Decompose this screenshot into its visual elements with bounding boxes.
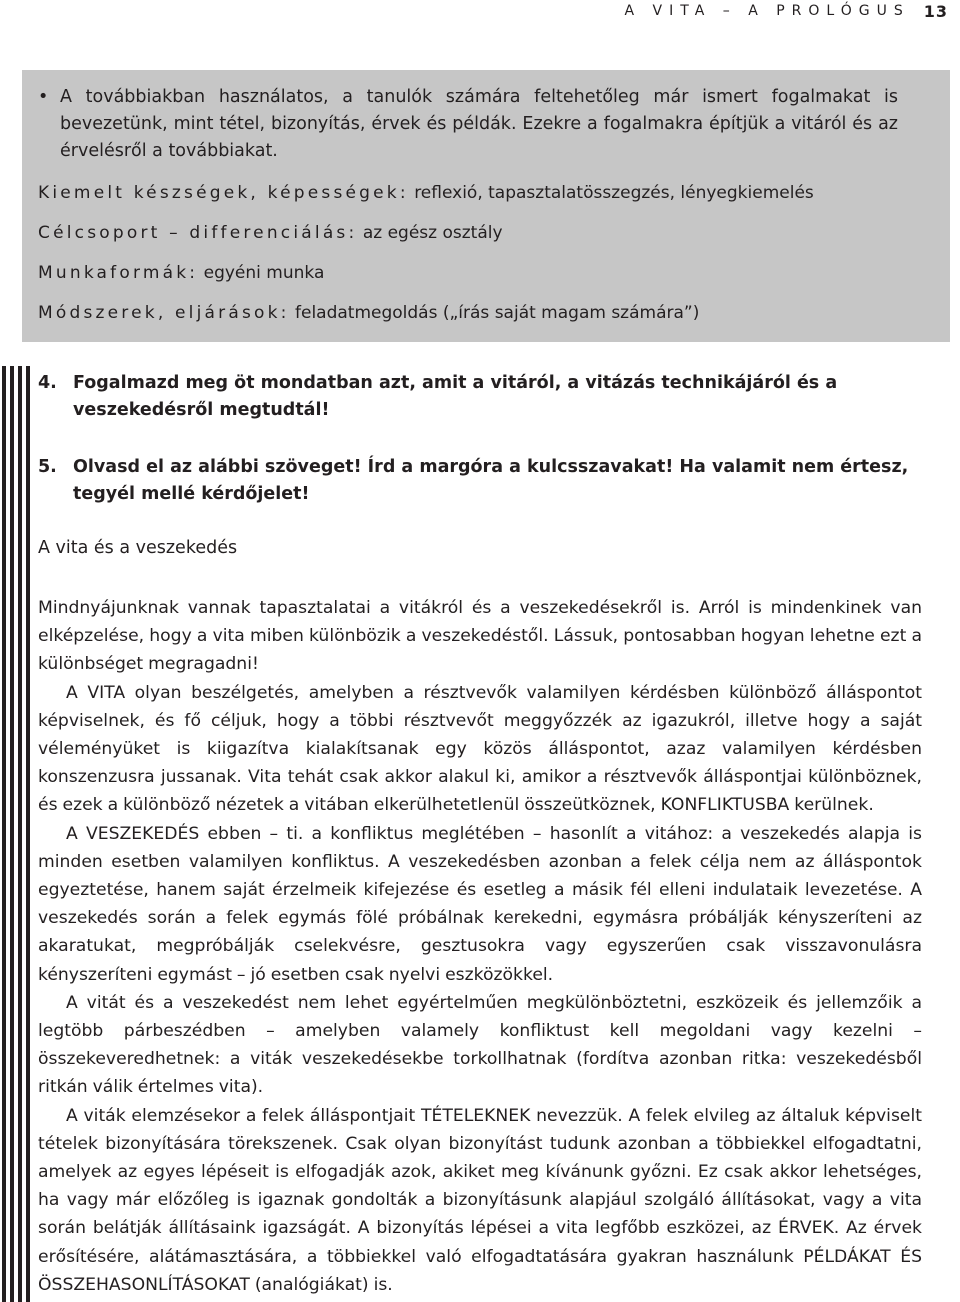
meta-value: egyéni munka: [203, 263, 325, 283]
meta-row-methods: [38, 301, 699, 325]
running-title: A VITA – A PROLÓGUS: [624, 3, 910, 19]
margin-bar: [10, 366, 14, 1302]
meta-value: reflexió, tapasztalatösszegzés, lényegkiemelés: [414, 183, 814, 203]
body-text: [38, 594, 922, 1299]
meta-row-target-group: [38, 221, 503, 245]
running-header: [625, 0, 948, 22]
section-title: A vita és a veszekedés: [38, 538, 238, 558]
margin-bar: [26, 366, 30, 1302]
paragraph: A VESZEKEDÉS ebben – ti. a konfliktus meglétében – hasonlít a vitához: a veszekedés alapja is minden esetben valamilyen konfliktus. A veszekedésben azonban a felek célja nem az álláspontok egyeztetése, hanem saját érzelmeik kifejezése és esetleg a másik fél elleni indulataik levezetése. A veszekedés során a felek egymás fölé próbálnak kerekedni, egymásra próbálják kényszeríteni az akaratukat, megpróbálják cselekvésre, gesztusokra vagy egyszerűen csak visszavonulásra kényszeríteni egymást – jó esetben csak nyelvi eszközökkel.: [38, 823, 922, 985]
margin-bar: [2, 366, 6, 1302]
task-number: 4.: [38, 373, 57, 393]
paragraph: A VITA olyan beszélgetés, amelyben a résztvevők valamilyen kérdésben különböző álláspontot képviselnek, és fő céljuk, hogy a többi résztvevőt meggyőzzék az igazukról, illetve hogy a saját véleményüket is kiigazítva kialakítsanak egy közös álláspontot, azaz valamilyen kérdésben konszenzusra jussanak. Vita tehát csak akkor alakul ki, amikor a résztvevők álláspontjai különböznek, és ezek a különböző nézetek a vitában elkerülhetetlenül összeütköznek, KONFLIKTUSBA kerülnek.: [38, 682, 922, 816]
task-text: Olvasd el az alábbi szöveget! Írd a margóra a kulcsszavakat! Ha valamit nem értesz, tegyél mellé kérdőjelet!: [73, 457, 909, 504]
meta-value: az egész osztály: [362, 223, 503, 243]
meta-label: Kiemelt készségek, képességek:: [38, 183, 409, 203]
meta-row-work-forms: [38, 261, 324, 285]
task-4: [38, 370, 924, 424]
meta-label: Munkaformák:: [38, 263, 199, 283]
margin-bar: [18, 366, 22, 1302]
meta-label: Célcsoport – differenciálás:: [38, 223, 358, 243]
task-text: Fogalmazd meg öt mondatban azt, amit a vitáról, a vitázás technikájáról és a veszekedésről megtudtál!: [73, 373, 838, 420]
meta-label: Módszerek, eljárások:: [38, 303, 290, 323]
meta-value: feladatmegoldás („írás saját magam számára”): [295, 303, 700, 323]
paragraph: A viták elemzésekor a felek álláspontjait TÉTELEKNEK nevezzük. A felek elvileg az általuk képviselt tételek bizonyítására törekszenek. Csak olyan bizonyítást tudunk azonban a többiekkel elfogadtatni, amelyek az egyes lépéseit is elfogadják azok, akiket meg kívánunk győzni. Ez csak akkor lehetséges, ha vagy már előzőleg is igaznak gondolták a bizonyításunk alapjául szolgáló állításokat, vagy a vita során belátják állításaink igazságát. A bizonyítás lépései a vita legfőbb eszközei, az ÉRVEK. Az érvek erősítésére, alátámasztására, a többiekkel való elfogadtatására gyakran használunk PÉLDÁKAT ÉS ÖSSZEHASONLÍTÁSOKAT (analógiákat) is.: [38, 1105, 922, 1295]
bullet-icon: •: [38, 87, 49, 107]
task-5: [38, 454, 924, 508]
meta-row-skills: [38, 181, 814, 205]
page-number: 13: [923, 1, 948, 21]
margin-bars: [0, 366, 30, 1302]
task-number: 5.: [38, 457, 57, 477]
bullet-text: A továbbiakban használatos, a tanulók számára feltehetőleg már ismert fogalmakat is bevezetünk, mint tétel, bizonyítás, érvek és példák. Ezekre a fogalmakra építjük a vitáról és az érvelésről a továbbiakat.: [60, 87, 898, 161]
paragraph: A vitát és a veszekedést nem lehet egyértelműen megkülönböztetni, eszközeik és jellemzőik a legtöbb párbeszédben – amelyben valamely konfliktust kell megoldani vagy kezelni – összekeveredhetnek: a viták veszekedésekbe torkollhatnak (fordítva azonban ritka: veszekedésből ritkán válik értelmes vita).: [38, 992, 922, 1098]
paragraph: Mindnyájunknak vannak tapasztalatai a vitákról és a veszekedésekről is. Arról is mindenkinek van elképzelése, hogy a vita miben különbözik a veszekedéstől. Lássuk, pontosabban hogyan lehetne ezt a különbséget megragadni!: [38, 598, 922, 675]
notes-bullet: [38, 84, 898, 165]
